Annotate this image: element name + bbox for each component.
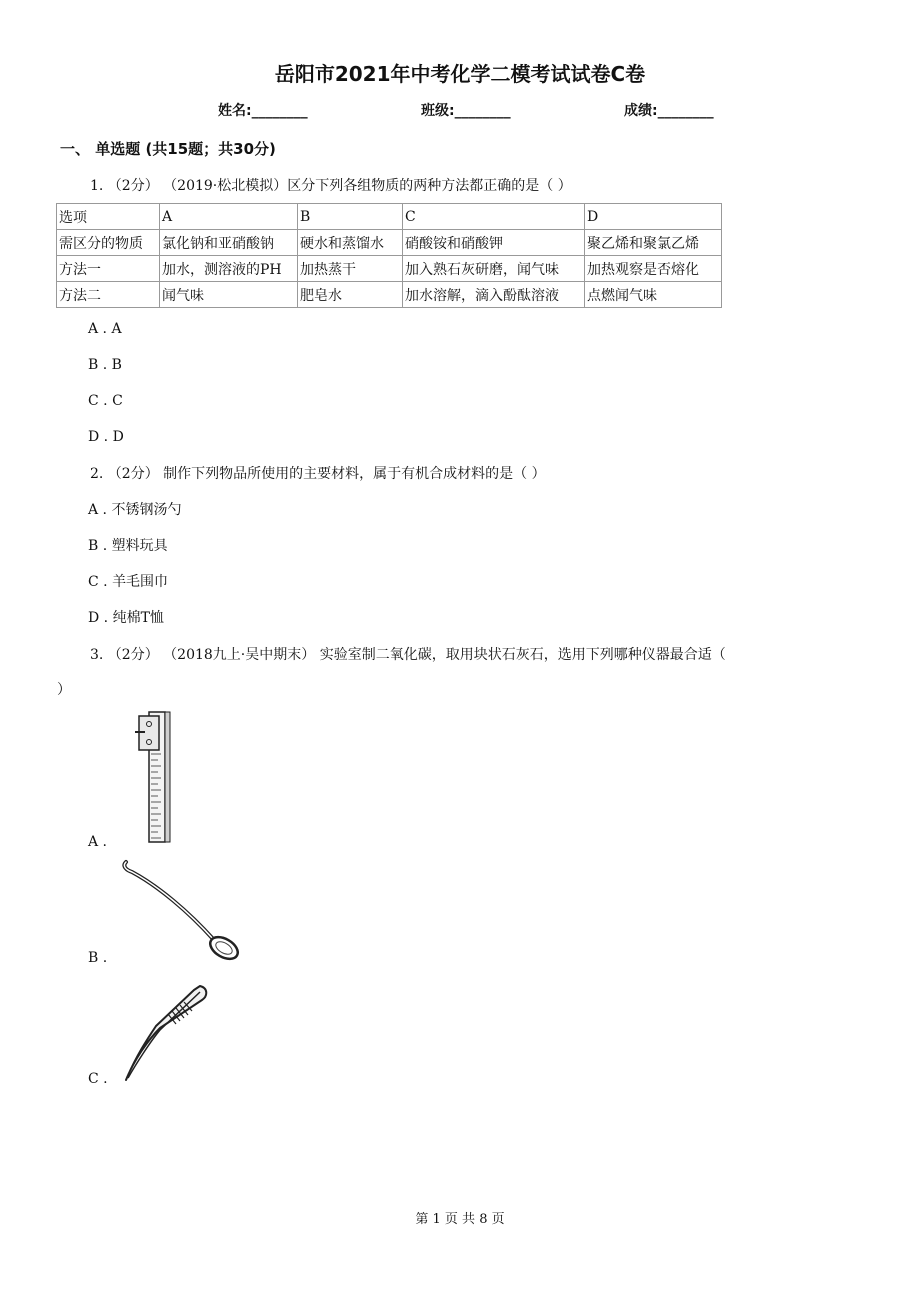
question-3-option-c[interactable]: C . <box>88 1071 108 1087</box>
question-1-option-a[interactable]: A . A <box>88 321 122 337</box>
question-2-option-a[interactable]: A . 不锈钢汤勺 <box>88 502 182 518</box>
table-cell: 方法一 <box>57 256 160 282</box>
class-field-label: 班级:________ <box>421 103 511 119</box>
question-2-option-c[interactable]: C . 羊毛围巾 <box>88 574 169 590</box>
question-2-stem: 2. （2分） 制作下列物品所使用的主要材料，属于有机合成材料的是（ ） <box>90 466 546 482</box>
table-cell: 需区分的物质 <box>57 230 160 256</box>
table-cell: 加水，测溶液的PH <box>160 256 298 282</box>
table-cell: 点燃闻气味 <box>585 282 722 308</box>
table-cell: A <box>160 204 298 230</box>
question-3-stem-end: ） <box>57 682 71 698</box>
table-cell: B <box>298 204 403 230</box>
table-cell: 硝酸铵和硝酸钾 <box>403 230 585 256</box>
page-title: 岳阳市2021年中考化学二模考试试卷C卷 <box>274 62 646 86</box>
table-row <box>57 282 722 308</box>
question-3-option-a[interactable]: A . <box>88 834 108 850</box>
table-cell: 方法二 <box>57 282 160 308</box>
table-row <box>57 256 722 282</box>
tweezers-icon <box>120 980 212 1084</box>
question-1-option-c[interactable]: C . C <box>88 393 123 409</box>
table-cell: 选项 <box>57 204 160 230</box>
table-cell: C <box>403 204 585 230</box>
question-1-option-b[interactable]: B . B <box>88 357 122 373</box>
table-row <box>57 230 722 256</box>
page-footer: 第 1 页 共 8 页 <box>415 1212 505 1227</box>
question-1-stem: 1. （2分） （2019·松北模拟）区分下列各组物质的两种方法都正确的是（ ） <box>90 178 572 194</box>
table-cell: 加入熟石灰研磨，闻气味 <box>403 256 585 282</box>
table-cell: 聚乙烯和聚氯乙烯 <box>585 230 722 256</box>
table-cell: 肥皂水 <box>298 282 403 308</box>
question-1-table <box>56 203 722 308</box>
question-3-stem: 3. （2分） （2018九上·吴中期末） 实验室制二氧化碳，取用块状石灰石，选用下列哪种仪器最合适（ <box>90 647 726 663</box>
table-cell: 加热观察是否熔化 <box>585 256 722 282</box>
table-cell: 加水溶解，滴入酚酞溶液 <box>403 282 585 308</box>
question-2-option-d[interactable]: D . 纯棉T恤 <box>88 610 164 626</box>
vernier-caliper-icon <box>125 708 185 846</box>
question-1-option-d[interactable]: D . D <box>88 429 124 445</box>
table-row <box>57 204 722 230</box>
table-cell: 硬水和蒸馏水 <box>298 230 403 256</box>
name-field-label: 姓名:________ <box>218 103 308 119</box>
table-cell: 闻气味 <box>160 282 298 308</box>
score-field-label: 成绩:________ <box>624 103 714 119</box>
section-heading: 一、 单选题 (共15题；共30分) <box>60 140 276 158</box>
medicine-spoon-icon <box>118 856 244 962</box>
table-cell: 加热蒸干 <box>298 256 403 282</box>
table-cell: D <box>585 204 722 230</box>
question-3-option-b[interactable]: B . <box>88 950 108 966</box>
table-cell: 氯化钠和亚硝酸钠 <box>160 230 298 256</box>
question-2-option-b[interactable]: B . 塑料玩具 <box>88 538 168 554</box>
